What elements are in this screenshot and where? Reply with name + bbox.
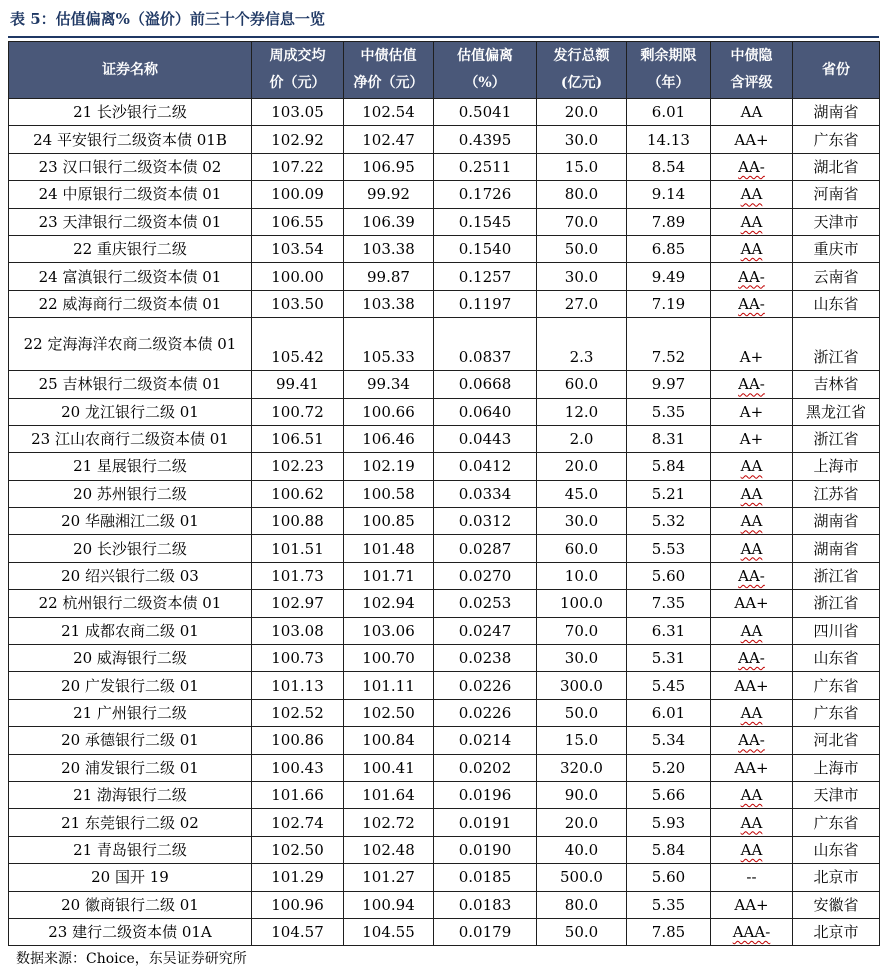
table-row	[9, 535, 880, 562]
cell-deviation: 0.1726	[434, 181, 537, 208]
cell-province: 浙江省	[793, 318, 880, 371]
cell-term: 5.84	[627, 453, 711, 480]
cell-term: 6.01	[627, 99, 711, 126]
cell-rating: AA	[711, 781, 793, 808]
table-row	[9, 371, 880, 398]
cell-term: 7.52	[627, 318, 711, 371]
cell-name: 23 天津银行二级资本债 01	[9, 208, 252, 235]
cell-deviation: 0.0334	[434, 480, 537, 507]
table-row	[9, 398, 880, 425]
cell-rating: --	[711, 864, 793, 891]
cell-term: 7.89	[627, 208, 711, 235]
table-row	[9, 836, 880, 863]
cell-name: 22 重庆银行二级	[9, 235, 252, 262]
table-row	[9, 781, 880, 808]
cell-province: 江苏省	[793, 480, 880, 507]
cell-cbd-valuation: 102.50	[344, 699, 434, 726]
cell-deviation: 0.0179	[434, 918, 537, 945]
table-row	[9, 672, 880, 699]
cell-name: 22 定海海洋农商二级资本债 01	[9, 318, 252, 371]
cell-name: 24 平安银行二级资本债 01B	[9, 126, 252, 153]
cell-term: 5.20	[627, 754, 711, 781]
cell-cbd-valuation: 103.38	[344, 235, 434, 262]
cell-amount: 30.0	[537, 508, 627, 535]
cell-price: 103.05	[252, 99, 344, 126]
header-name: 证券名称	[9, 42, 252, 99]
table-row	[9, 208, 880, 235]
cell-province: 上海市	[793, 754, 880, 781]
cell-price: 102.52	[252, 699, 344, 726]
cell-name: 20 华融湘江二级 01	[9, 508, 252, 535]
cell-deviation: 0.0253	[434, 590, 537, 617]
cell-deviation: 0.0270	[434, 562, 537, 589]
cell-term: 5.60	[627, 864, 711, 891]
cell-name: 21 长沙银行二级	[9, 99, 252, 126]
cell-term: 5.66	[627, 781, 711, 808]
cell-name: 25 吉林银行二级资本债 01	[9, 371, 252, 398]
cell-cbd-valuation: 101.11	[344, 672, 434, 699]
cell-price: 103.08	[252, 617, 344, 644]
table-row	[9, 809, 880, 836]
cell-province: 山东省	[793, 836, 880, 863]
cell-price: 101.13	[252, 672, 344, 699]
cell-amount: 70.0	[537, 208, 627, 235]
cell-deviation: 0.0202	[434, 754, 537, 781]
cell-price: 101.29	[252, 864, 344, 891]
source-note: 数据来源：Choice，东吴证券研究所	[16, 951, 247, 967]
cell-deviation: 0.1545	[434, 208, 537, 235]
cell-deviation: 0.0191	[434, 809, 537, 836]
cell-term: 5.45	[627, 672, 711, 699]
cell-name: 21 渤海银行二级	[9, 781, 252, 808]
cell-price: 100.43	[252, 754, 344, 781]
cell-deviation: 0.0214	[434, 727, 537, 754]
cell-term: 5.53	[627, 535, 711, 562]
cell-name: 20 承德银行二级 01	[9, 727, 252, 754]
cell-amount: 20.0	[537, 453, 627, 480]
cell-rating: AA+	[711, 126, 793, 153]
cell-rating: AA-	[711, 290, 793, 317]
table-row	[9, 290, 880, 317]
cell-amount: 15.0	[537, 727, 627, 754]
cell-amount: 70.0	[537, 617, 627, 644]
cell-deviation: 0.0443	[434, 425, 537, 452]
cell-term: 5.21	[627, 480, 711, 507]
cell-province: 天津市	[793, 781, 880, 808]
table-row	[9, 126, 880, 153]
table-row	[9, 562, 880, 589]
cell-price: 103.54	[252, 235, 344, 262]
cell-deviation: 0.0196	[434, 781, 537, 808]
table-row	[9, 699, 880, 726]
table-row	[9, 617, 880, 644]
cell-price: 100.73	[252, 645, 344, 672]
cell-term: 6.85	[627, 235, 711, 262]
cell-cbd-valuation: 104.55	[344, 918, 434, 945]
cell-term: 6.01	[627, 699, 711, 726]
cell-amount: 60.0	[537, 535, 627, 562]
table-row	[9, 645, 880, 672]
cell-name: 20 徽商银行二级 01	[9, 891, 252, 918]
cell-amount: 40.0	[537, 836, 627, 863]
cell-price: 106.51	[252, 425, 344, 452]
cell-name: 21 东莞银行二级 02	[9, 809, 252, 836]
cell-province: 河南省	[793, 181, 880, 208]
cell-price: 107.22	[252, 153, 344, 180]
cell-term: 5.84	[627, 836, 711, 863]
cell-term: 6.31	[627, 617, 711, 644]
cell-term: 7.19	[627, 290, 711, 317]
cell-amount: 500.0	[537, 864, 627, 891]
header-deviation: 估值偏离 （%）	[434, 42, 537, 99]
cell-province: 云南省	[793, 263, 880, 290]
cell-cbd-valuation: 100.41	[344, 754, 434, 781]
cell-deviation: 0.0226	[434, 699, 537, 726]
header-province: 省份	[793, 42, 880, 99]
cell-amount: 50.0	[537, 699, 627, 726]
cell-amount: 320.0	[537, 754, 627, 781]
cell-deviation: 0.0183	[434, 891, 537, 918]
cell-cbd-valuation: 100.84	[344, 727, 434, 754]
cell-cbd-valuation: 102.47	[344, 126, 434, 153]
cell-province: 天津市	[793, 208, 880, 235]
cell-rating: AA	[711, 181, 793, 208]
header-price: 周成交均 价（元）	[252, 42, 344, 99]
cell-rating: AA	[711, 453, 793, 480]
cell-rating: AA	[711, 836, 793, 863]
table-row	[9, 754, 880, 781]
cell-deviation: 0.0412	[434, 453, 537, 480]
cell-deviation: 0.2511	[434, 153, 537, 180]
cell-province: 广东省	[793, 126, 880, 153]
cell-deviation: 0.0287	[434, 535, 537, 562]
table-row	[9, 727, 880, 754]
cell-term: 9.49	[627, 263, 711, 290]
cell-cbd-valuation: 101.64	[344, 781, 434, 808]
header-row	[9, 42, 880, 99]
cell-cbd-valuation: 103.06	[344, 617, 434, 644]
cell-rating: AA	[711, 235, 793, 262]
cell-amount: 27.0	[537, 290, 627, 317]
cell-name: 20 长沙银行二级	[9, 535, 252, 562]
cell-price: 102.92	[252, 126, 344, 153]
cell-price: 100.86	[252, 727, 344, 754]
cell-province: 广东省	[793, 809, 880, 836]
cell-rating: AA-	[711, 645, 793, 672]
cell-rating: A+	[711, 318, 793, 371]
cell-name: 23 汉口银行二级资本债 02	[9, 153, 252, 180]
cell-name: 21 广州银行二级	[9, 699, 252, 726]
cell-rating: AA	[711, 617, 793, 644]
cell-rating: AA	[711, 99, 793, 126]
cell-province: 湖南省	[793, 535, 880, 562]
cell-term: 5.93	[627, 809, 711, 836]
cell-province: 湖南省	[793, 508, 880, 535]
cell-name: 20 威海银行二级	[9, 645, 252, 672]
cell-term: 5.60	[627, 562, 711, 589]
cell-deviation: 0.0226	[434, 672, 537, 699]
cell-price: 99.41	[252, 371, 344, 398]
cell-amount: 12.0	[537, 398, 627, 425]
cell-province: 山东省	[793, 645, 880, 672]
cell-rating: A+	[711, 425, 793, 452]
cell-name: 22 杭州银行二级资本债 01	[9, 590, 252, 617]
cell-name: 24 中原银行二级资本债 01	[9, 181, 252, 208]
cell-price: 100.96	[252, 891, 344, 918]
cell-price: 104.57	[252, 918, 344, 945]
cell-rating: AA+	[711, 672, 793, 699]
cell-term: 9.97	[627, 371, 711, 398]
cell-cbd-valuation: 102.72	[344, 809, 434, 836]
table-row	[9, 425, 880, 452]
cell-price: 102.50	[252, 836, 344, 863]
cell-price: 102.74	[252, 809, 344, 836]
cell-amount: 2.3	[537, 318, 627, 371]
cell-rating: AA-	[711, 371, 793, 398]
cell-province: 吉林省	[793, 371, 880, 398]
cell-province: 山东省	[793, 290, 880, 317]
cell-deviation: 0.1197	[434, 290, 537, 317]
cell-province: 北京市	[793, 918, 880, 945]
header-term: 剩余期限 （年）	[627, 42, 711, 99]
cell-term: 8.31	[627, 425, 711, 452]
cell-cbd-valuation: 103.38	[344, 290, 434, 317]
cell-province: 四川省	[793, 617, 880, 644]
cell-term: 5.35	[627, 398, 711, 425]
cell-term: 7.85	[627, 918, 711, 945]
cell-name: 23 建行二级资本债 01A	[9, 918, 252, 945]
cell-amount: 50.0	[537, 235, 627, 262]
cell-price: 101.73	[252, 562, 344, 589]
cell-province: 安徽省	[793, 891, 880, 918]
cell-amount: 30.0	[537, 263, 627, 290]
table-row	[9, 590, 880, 617]
cell-price: 101.66	[252, 781, 344, 808]
cell-deviation: 0.0312	[434, 508, 537, 535]
cell-term: 7.35	[627, 590, 711, 617]
cell-province: 浙江省	[793, 425, 880, 452]
cell-name: 20 苏州银行二级	[9, 480, 252, 507]
table-title: 表 5：估值偏离%（溢价）前三十个券信息一览	[10, 10, 325, 28]
cell-cbd-valuation: 101.27	[344, 864, 434, 891]
cell-amount: 2.0	[537, 425, 627, 452]
header-rating: 中债隐 含评级	[711, 42, 793, 99]
cell-term: 14.13	[627, 126, 711, 153]
cell-province: 浙江省	[793, 590, 880, 617]
cell-cbd-valuation: 102.54	[344, 99, 434, 126]
cell-amount: 30.0	[537, 126, 627, 153]
table-row	[9, 480, 880, 507]
cell-province: 上海市	[793, 453, 880, 480]
cell-rating: AA	[711, 480, 793, 507]
cell-rating: AA+	[711, 891, 793, 918]
cell-deviation: 0.1540	[434, 235, 537, 262]
cell-deviation: 0.0668	[434, 371, 537, 398]
cell-cbd-valuation: 101.48	[344, 535, 434, 562]
cell-province: 北京市	[793, 864, 880, 891]
cell-name: 22 威海商行二级资本债 01	[9, 290, 252, 317]
cell-price: 105.42	[252, 318, 344, 371]
cell-province: 湖北省	[793, 153, 880, 180]
cell-cbd-valuation: 100.94	[344, 891, 434, 918]
cell-price: 100.00	[252, 263, 344, 290]
cell-amount: 80.0	[537, 891, 627, 918]
cell-cbd-valuation: 106.39	[344, 208, 434, 235]
cell-rating: AA	[711, 809, 793, 836]
cell-rating: AAA-	[711, 918, 793, 945]
cell-term: 8.54	[627, 153, 711, 180]
cell-price: 100.09	[252, 181, 344, 208]
cell-name: 21 星展银行二级	[9, 453, 252, 480]
cell-term: 9.14	[627, 181, 711, 208]
cell-amount: 100.0	[537, 590, 627, 617]
table-row	[9, 508, 880, 535]
table-row	[9, 263, 880, 290]
table-row	[9, 864, 880, 891]
cell-cbd-valuation: 100.85	[344, 508, 434, 535]
cell-amount: 60.0	[537, 371, 627, 398]
cell-amount: 20.0	[537, 99, 627, 126]
cell-name: 23 江山农商行二级资本债 01	[9, 425, 252, 452]
bond-table	[8, 41, 880, 946]
cell-cbd-valuation: 100.66	[344, 398, 434, 425]
cell-rating: AA-	[711, 727, 793, 754]
cell-name: 20 国开 19	[9, 864, 252, 891]
cell-province: 重庆市	[793, 235, 880, 262]
cell-term: 5.35	[627, 891, 711, 918]
cell-cbd-valuation: 106.95	[344, 153, 434, 180]
cell-cbd-valuation: 100.58	[344, 480, 434, 507]
cell-cbd-valuation: 100.70	[344, 645, 434, 672]
cell-province: 广东省	[793, 699, 880, 726]
table-row	[9, 181, 880, 208]
cell-cbd-valuation: 99.34	[344, 371, 434, 398]
cell-amount: 90.0	[537, 781, 627, 808]
cell-cbd-valuation: 102.94	[344, 590, 434, 617]
cell-name: 20 龙江银行二级 01	[9, 398, 252, 425]
cell-deviation: 0.0185	[434, 864, 537, 891]
cell-price: 106.55	[252, 208, 344, 235]
cell-amount: 30.0	[537, 645, 627, 672]
cell-deviation: 0.5041	[434, 99, 537, 126]
cell-name: 20 绍兴银行二级 03	[9, 562, 252, 589]
cell-term: 5.34	[627, 727, 711, 754]
table-row	[9, 918, 880, 945]
cell-cbd-valuation: 99.92	[344, 181, 434, 208]
cell-cbd-valuation: 102.19	[344, 453, 434, 480]
cell-price: 100.72	[252, 398, 344, 425]
cell-cbd-valuation: 99.87	[344, 263, 434, 290]
cell-rating: AA+	[711, 754, 793, 781]
cell-deviation: 0.0837	[434, 318, 537, 371]
cell-deviation: 0.1257	[434, 263, 537, 290]
cell-deviation: 0.0247	[434, 617, 537, 644]
cell-rating: AA	[711, 699, 793, 726]
table-row	[9, 235, 880, 262]
cell-province: 浙江省	[793, 562, 880, 589]
cell-cbd-valuation: 102.48	[344, 836, 434, 863]
cell-deviation: 0.0238	[434, 645, 537, 672]
header-cbd-valuation: 中债估值 净价（元）	[344, 42, 434, 99]
table-row	[9, 153, 880, 180]
cell-term: 5.32	[627, 508, 711, 535]
cell-amount: 20.0	[537, 809, 627, 836]
cell-rating: A+	[711, 398, 793, 425]
cell-name: 20 广发银行二级 01	[9, 672, 252, 699]
title-divider	[8, 36, 879, 38]
cell-deviation: 0.4395	[434, 126, 537, 153]
cell-province: 湖南省	[793, 99, 880, 126]
cell-price: 101.51	[252, 535, 344, 562]
cell-cbd-valuation: 105.33	[344, 318, 434, 371]
cell-rating: AA	[711, 535, 793, 562]
cell-deviation: 0.0190	[434, 836, 537, 863]
cell-name: 21 青岛银行二级	[9, 836, 252, 863]
cell-rating: AA-	[711, 153, 793, 180]
cell-name: 20 浦发银行二级 01	[9, 754, 252, 781]
cell-amount: 50.0	[537, 918, 627, 945]
cell-name: 21 成都农商二级 01	[9, 617, 252, 644]
cell-amount: 80.0	[537, 181, 627, 208]
cell-price: 100.62	[252, 480, 344, 507]
cell-amount: 10.0	[537, 562, 627, 589]
table-row	[9, 318, 880, 371]
cell-amount: 300.0	[537, 672, 627, 699]
header-amount: 发行总额 (亿元)	[537, 42, 627, 99]
cell-rating: AA	[711, 208, 793, 235]
cell-deviation: 0.0640	[434, 398, 537, 425]
cell-price: 103.50	[252, 290, 344, 317]
cell-rating: AA-	[711, 562, 793, 589]
cell-rating: AA+	[711, 590, 793, 617]
table-row	[9, 99, 880, 126]
cell-province: 黑龙江省	[793, 398, 880, 425]
cell-cbd-valuation: 101.71	[344, 562, 434, 589]
cell-rating: AA-	[711, 263, 793, 290]
table-row	[9, 891, 880, 918]
table-row	[9, 453, 880, 480]
cell-province: 广东省	[793, 672, 880, 699]
cell-rating: AA	[711, 508, 793, 535]
cell-price: 102.23	[252, 453, 344, 480]
cell-province: 河北省	[793, 727, 880, 754]
cell-price: 100.88	[252, 508, 344, 535]
cell-term: 5.31	[627, 645, 711, 672]
cell-amount: 45.0	[537, 480, 627, 507]
cell-price: 102.97	[252, 590, 344, 617]
cell-name: 24 富滇银行二级资本债 01	[9, 263, 252, 290]
cell-amount: 15.0	[537, 153, 627, 180]
cell-cbd-valuation: 106.46	[344, 425, 434, 452]
